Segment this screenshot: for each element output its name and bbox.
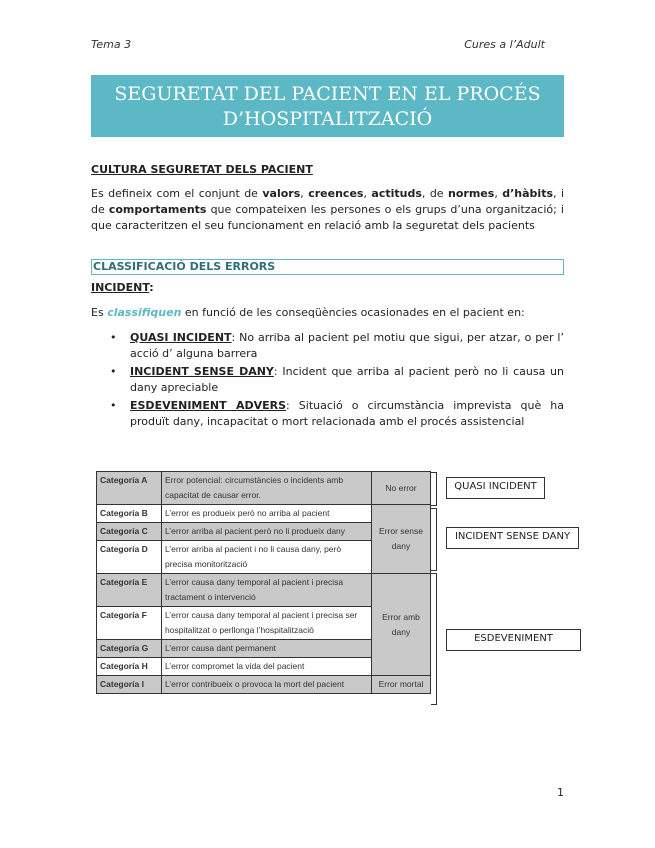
list-term: INCIDENT SENSE DANY bbox=[130, 365, 274, 378]
group-cell-sense-dany: Error sense dany bbox=[372, 505, 431, 574]
term-valors: valors bbox=[262, 187, 301, 200]
group-cell-amb-dany: Error amb dany bbox=[372, 574, 431, 676]
category-cell: Categoría I bbox=[97, 676, 162, 694]
text-run: , i de bbox=[91, 187, 564, 216]
incident-colon: : bbox=[149, 281, 154, 294]
table-row bbox=[97, 505, 431, 523]
description-cell: L’error causa dany temporal al pacient i precisa tractament o intervenció bbox=[162, 574, 372, 607]
classification-intro bbox=[91, 305, 564, 321]
text-run: en funció de les conseqüències ocasionades en el pacient en: bbox=[181, 306, 525, 319]
header-topic: Tema 3 bbox=[91, 38, 132, 51]
list-item bbox=[91, 330, 564, 362]
list-term: QUASI INCIDENT bbox=[130, 331, 232, 344]
text-run: , de bbox=[421, 187, 449, 200]
group-cell-mortal: Error mortal bbox=[372, 676, 431, 694]
description-cell: Error potencial: circumstàncies o incidents amb capacitat de causar error. bbox=[162, 472, 372, 505]
category-cell: Categoría C bbox=[97, 523, 162, 541]
list-term: ESDEVENIMENT ADVERS bbox=[130, 399, 287, 412]
term-habits: d’hàbits bbox=[502, 187, 554, 200]
text-run: , bbox=[494, 187, 503, 200]
term-normes: normes bbox=[448, 187, 495, 200]
description-cell: L’error compromet la vida del pacient bbox=[162, 658, 372, 676]
description-cell: L’error contribueix o provoca la mort del pacient bbox=[162, 676, 372, 694]
category-cell: Categoría H bbox=[97, 658, 162, 676]
incident-label: INCIDENT bbox=[91, 281, 150, 294]
label-esdeveniment: ESDEVENIMENT bbox=[446, 629, 581, 651]
list-text: : Incident que arriba al pacient però no li causa un dany apreciable bbox=[130, 365, 565, 394]
category-cell: Categoría D bbox=[97, 541, 162, 574]
highlighted-term: classifiquen bbox=[107, 306, 182, 319]
error-types-list bbox=[91, 330, 564, 432]
table-row bbox=[97, 574, 431, 607]
list-item bbox=[91, 398, 564, 430]
category-cell: Categoría E bbox=[97, 574, 162, 607]
text-run: Es defineix com el conjunt de bbox=[91, 187, 263, 200]
category-cell: Categoría G bbox=[97, 640, 162, 658]
error-category-table bbox=[96, 471, 431, 694]
description-cell: L’error arriba al pacient però no li produeix dany bbox=[162, 523, 372, 541]
text-run: Es bbox=[91, 306, 108, 319]
header-subject: Cures a l’Adult bbox=[464, 38, 545, 51]
table-row bbox=[97, 676, 431, 694]
label-quasi-incident: QUASI INCIDENT bbox=[446, 477, 545, 499]
definition-paragraph bbox=[91, 186, 564, 234]
bracket-quasi bbox=[431, 472, 437, 506]
term-creences: creences bbox=[308, 187, 364, 200]
text-run: , bbox=[363, 187, 372, 200]
text-run: que compateixen les persones o els grups d’una organització; i que caracteritzen el seu funcionament en relació amb la seguretat dels pacients bbox=[91, 203, 564, 232]
bracket-sense-dany bbox=[431, 508, 437, 571]
title-line-1: SEGURETAT DEL PACIENT EN EL PROCÉS bbox=[114, 83, 541, 105]
label-incident-sense-dany: INCIDENT SENSE DANY bbox=[446, 527, 579, 549]
term-actituds: actituds bbox=[371, 187, 422, 200]
description-cell: L’error es produeix però no arriba al pacient bbox=[162, 505, 372, 523]
page-header bbox=[91, 38, 561, 51]
table-row bbox=[97, 472, 431, 505]
bullet-icon: • bbox=[110, 365, 117, 378]
text-run: , bbox=[300, 187, 309, 200]
section-heading-classification: CLASSIFICACIÓ DELS ERRORS bbox=[91, 259, 564, 275]
term-comportaments: comportaments bbox=[108, 203, 207, 216]
description-cell: L’error causa dant permanent bbox=[162, 640, 372, 658]
category-cell: Categoría A bbox=[97, 472, 162, 505]
section-heading-culture: CULTURA SEGURETAT DELS PACIENT bbox=[91, 163, 313, 176]
description-cell: L’error arriba al pacient i no li causa dany, però precisa monitorització bbox=[162, 541, 372, 574]
list-text: : No arriba al pacient pel motiu que sigui, per atzar, o per l’ acció d’ alguna barrera bbox=[130, 331, 564, 360]
page-number: 1 bbox=[557, 786, 564, 799]
category-cell: Categoría F bbox=[97, 607, 162, 640]
list-text: : Situació o circumstància imprevista què ha produït dany, incapacitat o mort relacionada amb el procés assistencial bbox=[130, 399, 564, 428]
title-line-2: D’HOSPITALITZACIÓ bbox=[222, 108, 433, 130]
incident-heading bbox=[91, 281, 154, 294]
bracket-esdeveniment bbox=[431, 573, 437, 705]
bullet-icon: • bbox=[110, 331, 117, 344]
category-cell: Categoría B bbox=[97, 505, 162, 523]
bullet-icon: • bbox=[110, 399, 117, 412]
page-title bbox=[91, 75, 564, 137]
list-item bbox=[91, 364, 564, 396]
group-cell-no-error: No error bbox=[372, 472, 431, 505]
description-cell: L’error causa dany temporal al pacient i precisa ser hospitalitzat o perllonga l’hospitalització bbox=[162, 607, 372, 640]
